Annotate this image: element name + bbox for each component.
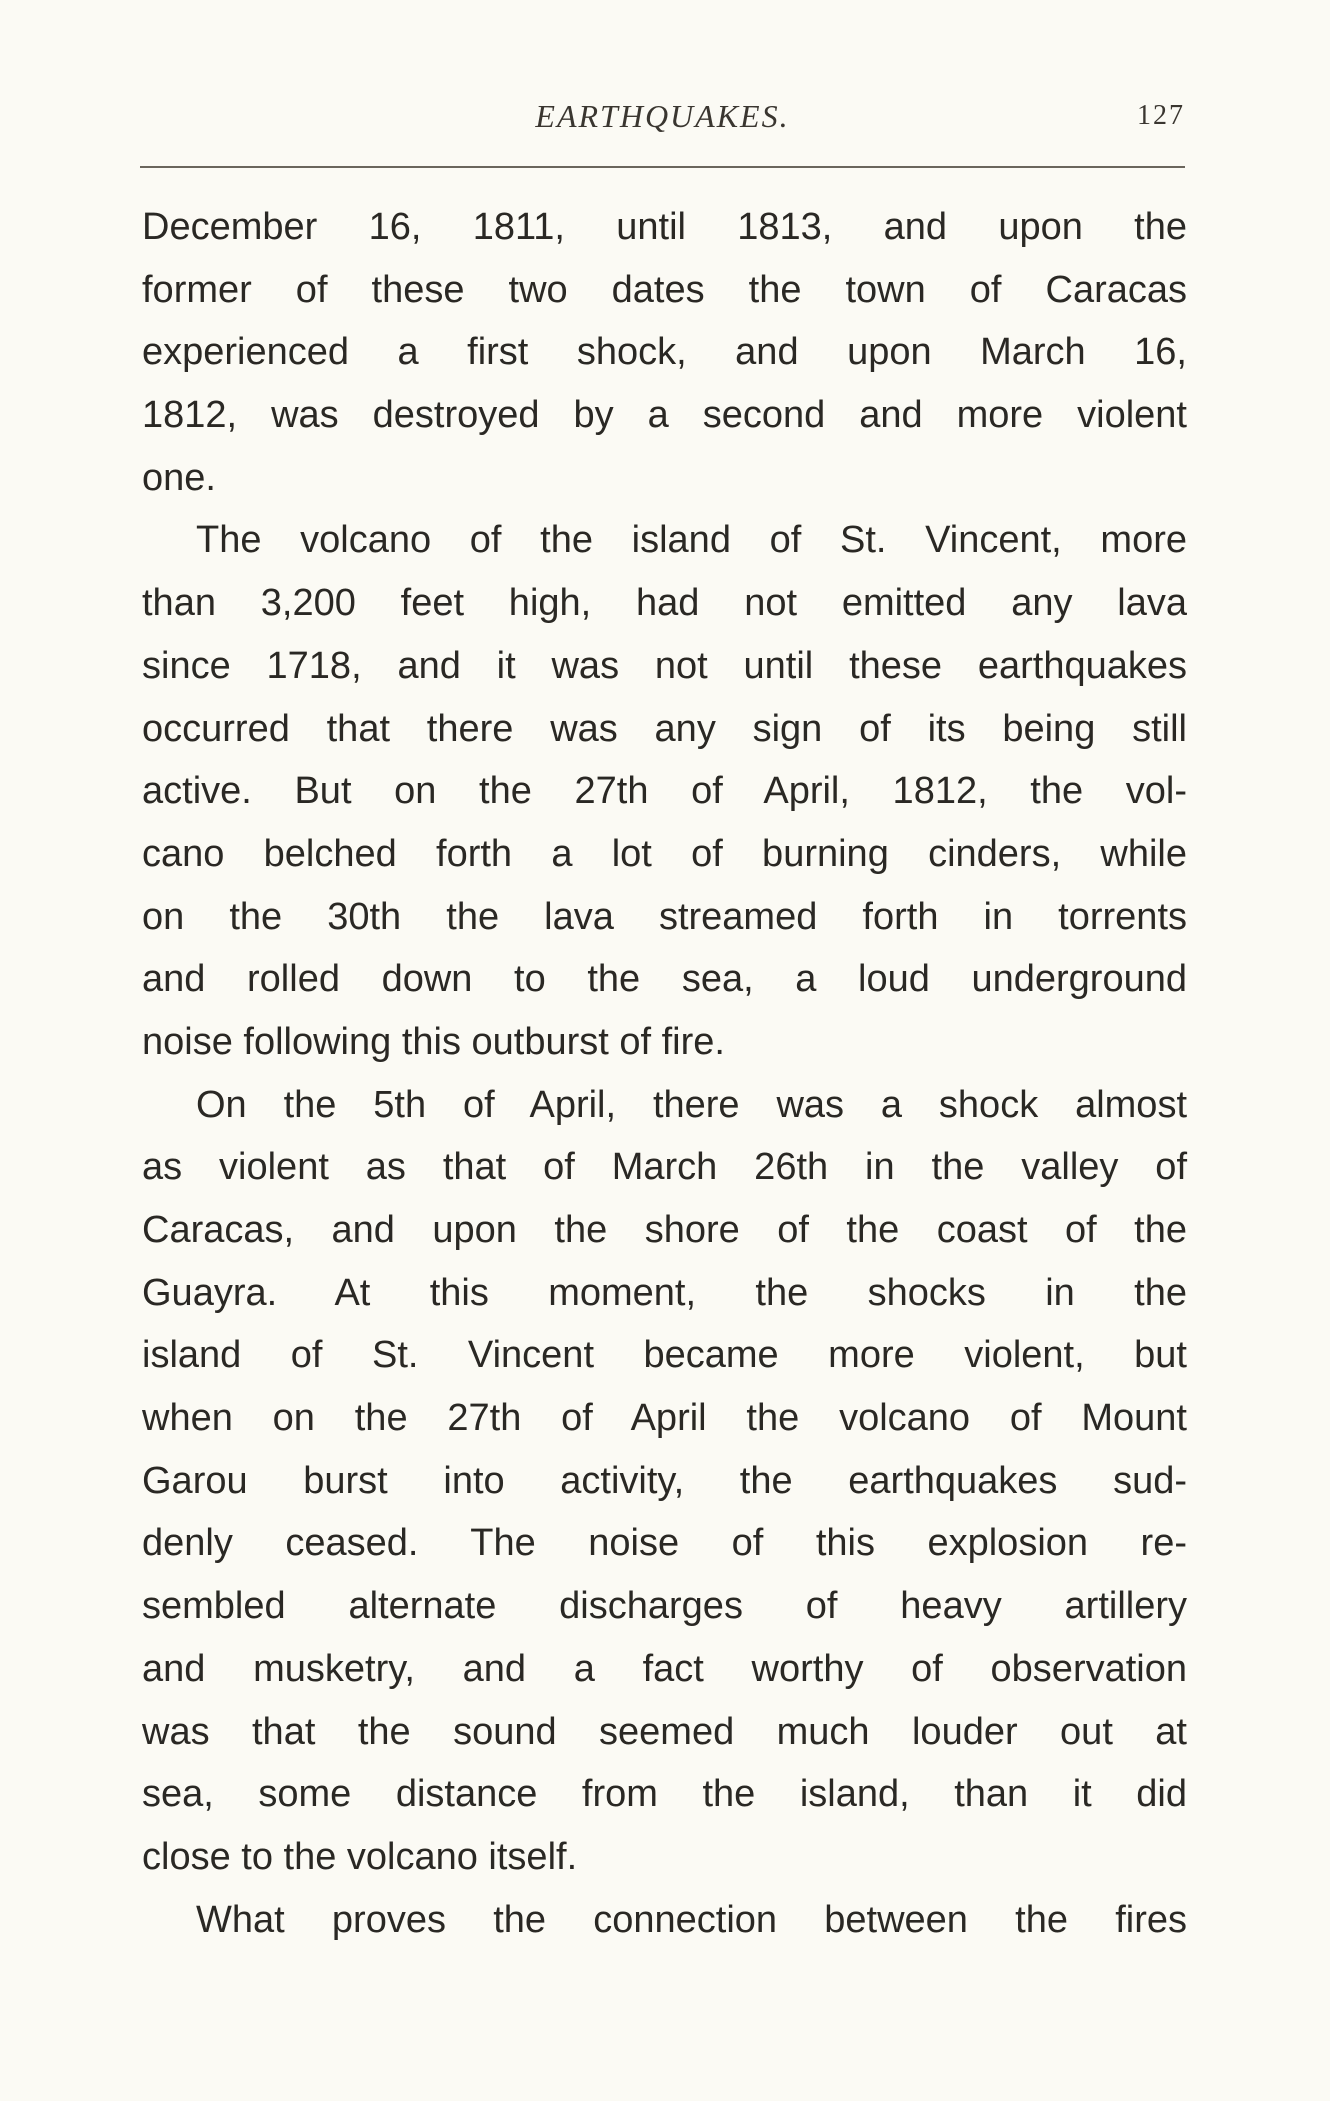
- text-line: was that the sound seemed much louder out at: [142, 1710, 1187, 1753]
- text-line: denly ceased. The noise of this explosion re-: [142, 1522, 1187, 1565]
- header-rule: [140, 166, 1185, 168]
- running-title: EARTHQUAKES.: [535, 98, 790, 134]
- text-line: as violent as that of March 26th in the valley of: [142, 1146, 1187, 1189]
- text-line: former of these two dates the town of Caracas: [142, 268, 1187, 311]
- body-text: [142, 196, 1187, 1951]
- text-line: occurred that there was any sign of its being still: [142, 707, 1187, 750]
- text-line: Garou burst into activity, the earthquakes sud-: [142, 1459, 1187, 1502]
- page-number: 127: [1137, 100, 1185, 131]
- text-line: than 3,200 feet high, had not emitted any lava: [142, 582, 1187, 625]
- text-line: Caracas, and upon the shore of the coast of the: [142, 1209, 1187, 1251]
- paragraph-first-line: The volcano of the island of St. Vincent, more: [196, 519, 1187, 562]
- text-line: close to the volcano itself.: [142, 1835, 578, 1878]
- text-line: when on the 27th of April the volcano of Mount: [142, 1397, 1187, 1440]
- text-line: sea, some distance from the island, than it did: [142, 1773, 1187, 1816]
- text-line: 1812, was destroyed by a second and more violent: [142, 394, 1187, 437]
- text-line: active. But on the 27th of April, 1812, the vol-: [142, 770, 1187, 813]
- paragraph-first-line: On the 5th of April, there was a shock almost: [196, 1083, 1187, 1126]
- text-line: and rolled down to the sea, a loud underground: [142, 958, 1187, 1001]
- text-line: Guayra. At this moment, the shocks in the: [142, 1271, 1187, 1314]
- text-line: one.: [142, 456, 216, 499]
- page-header: [140, 98, 1185, 138]
- text-line: cano belched forth a lot of burning cinders, while: [142, 832, 1187, 875]
- paragraph-first-line: What proves the connection between the fires: [196, 1898, 1187, 1941]
- text-line: since 1718, and it was not until these earthquakes: [142, 644, 1187, 687]
- text-line: noise following this outburst of fire.: [142, 1020, 725, 1063]
- text-line: experienced a first shock, and upon March 16,: [142, 331, 1187, 374]
- text-line: December 16, 1811, until 1813, and upon the: [142, 206, 1187, 248]
- text-line: and musketry, and a fact worthy of observation: [142, 1647, 1187, 1690]
- text-line: on the 30th the lava streamed forth in torrents: [142, 895, 1187, 938]
- text-line: sembled alternate discharges of heavy artillery: [142, 1585, 1187, 1628]
- text-line: island of St. Vincent became more violent, but: [142, 1334, 1187, 1377]
